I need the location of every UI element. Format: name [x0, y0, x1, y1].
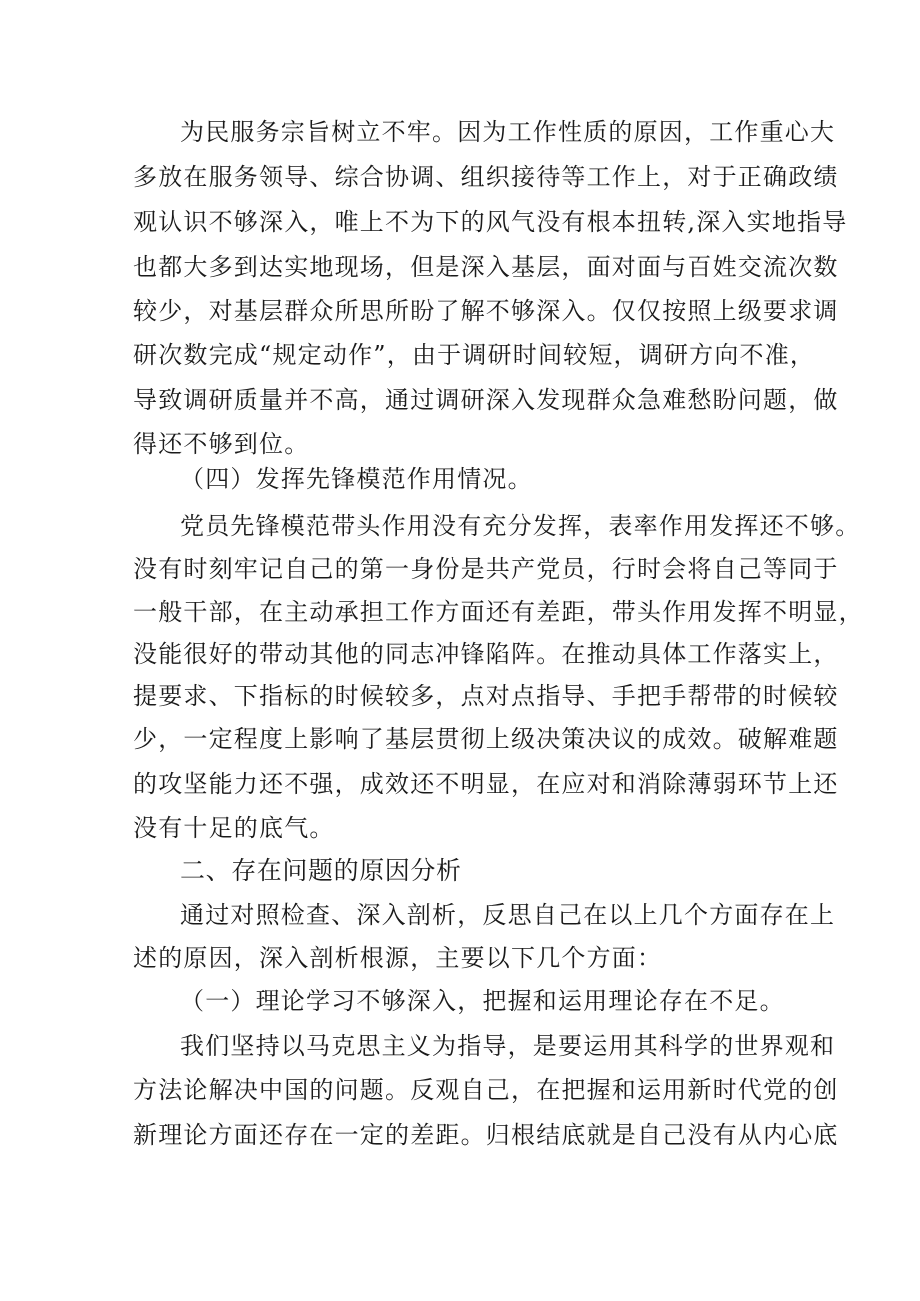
text-line [0, 549, 920, 589]
line-text: 通过对照检查、深入剖析，反思自己在以上几个方面存在上 [180, 901, 836, 929]
text-line [0, 112, 920, 152]
line-text: 较少，对基层群众所思所盼了解不够深入。仅仅按照上级要求调 [133, 297, 839, 325]
line-text: 没有时刻牢记自己的第一身份是共产党员，行时会将自己等同于 [133, 555, 839, 583]
line-text: 的攻坚能力还不强，成效还不明显，在应对和消除薄弱环节上还 [133, 770, 839, 798]
text-line [0, 808, 920, 848]
line-text: 方法论解决中国的问题。反观自己，在把握和运用新时代党的创 [133, 1076, 839, 1104]
subsection-heading [0, 981, 920, 1021]
text-line [0, 157, 920, 197]
line-text: 多放在服务领导、综合协调、组织接待等工作上，对于正确政绩 [133, 163, 839, 191]
text-line [0, 1115, 920, 1155]
text-line [0, 335, 920, 375]
text-line [0, 634, 920, 674]
text-line [0, 592, 920, 632]
line-text: （一）理论学习不够深入，把握和运用理论存在不足。 [180, 987, 785, 1015]
line-text: 少，一定程度上影响了基层贯彻上级决策决议的成效。破解难题 [133, 725, 839, 753]
text-line [0, 764, 920, 804]
line-text: 得还不够到位。 [133, 430, 310, 458]
text-line [0, 719, 920, 759]
line-text: 也都大多到达实地现场，但是深入基层，面对面与百姓交流次数 [133, 253, 839, 281]
section-heading [0, 851, 920, 891]
text-line [0, 380, 920, 420]
line-text: 党员先锋模范带头作用没有充分发挥，表率作用发挥还不够。 [180, 512, 861, 540]
text-line [0, 247, 920, 287]
line-text: （四）发挥先锋模范作用情况。 [180, 465, 533, 493]
line-text: 我们坚持以马克思主义为指导，是要运用其科学的世界观和 [180, 1032, 836, 1060]
text-line [0, 424, 920, 464]
text-line [0, 938, 920, 978]
line-text: 述的原因，深入剖析根源，主要以下几个方面： [133, 944, 663, 972]
line-text: 一般干部，在主动承担工作方面还有差距，带头作用发挥不明显， [133, 598, 864, 626]
subsection-heading [0, 459, 920, 499]
text-line [0, 895, 920, 935]
line-text: 没有十足的底气。 [133, 814, 335, 842]
text-line [0, 1070, 920, 1110]
text-line [0, 202, 920, 242]
text-line [0, 1026, 920, 1066]
line-text: 为民服务宗旨树立不牢。因为工作性质的原因，工作重心大 [180, 118, 836, 146]
line-text: 没能很好的带动其他的同志冲锋陷阵。在推动具体工作落实上， [133, 640, 839, 668]
line-text: 提要求、下指标的时候较多，点对点指导、手把手帮带的时候较 [133, 682, 839, 710]
text-line [0, 676, 920, 716]
text-line [0, 506, 920, 546]
text-line [0, 291, 920, 331]
line-text: 研次数完成“规定动作”，由于调研时间较短，调研方向不准， [133, 341, 816, 369]
line-text: 新理论方面还存在一定的差距。归根结底就是自己没有从内心底 [133, 1121, 839, 1149]
line-text: 导致调研质量并不高，通过调研深入发现群众急难愁盼问题，做 [133, 386, 839, 414]
line-text: 二、存在问题的原因分析 [180, 856, 462, 885]
line-text: 观认识不够深入，唯上不为下的风气没有根本扭转,深入实地指导 [133, 208, 848, 236]
